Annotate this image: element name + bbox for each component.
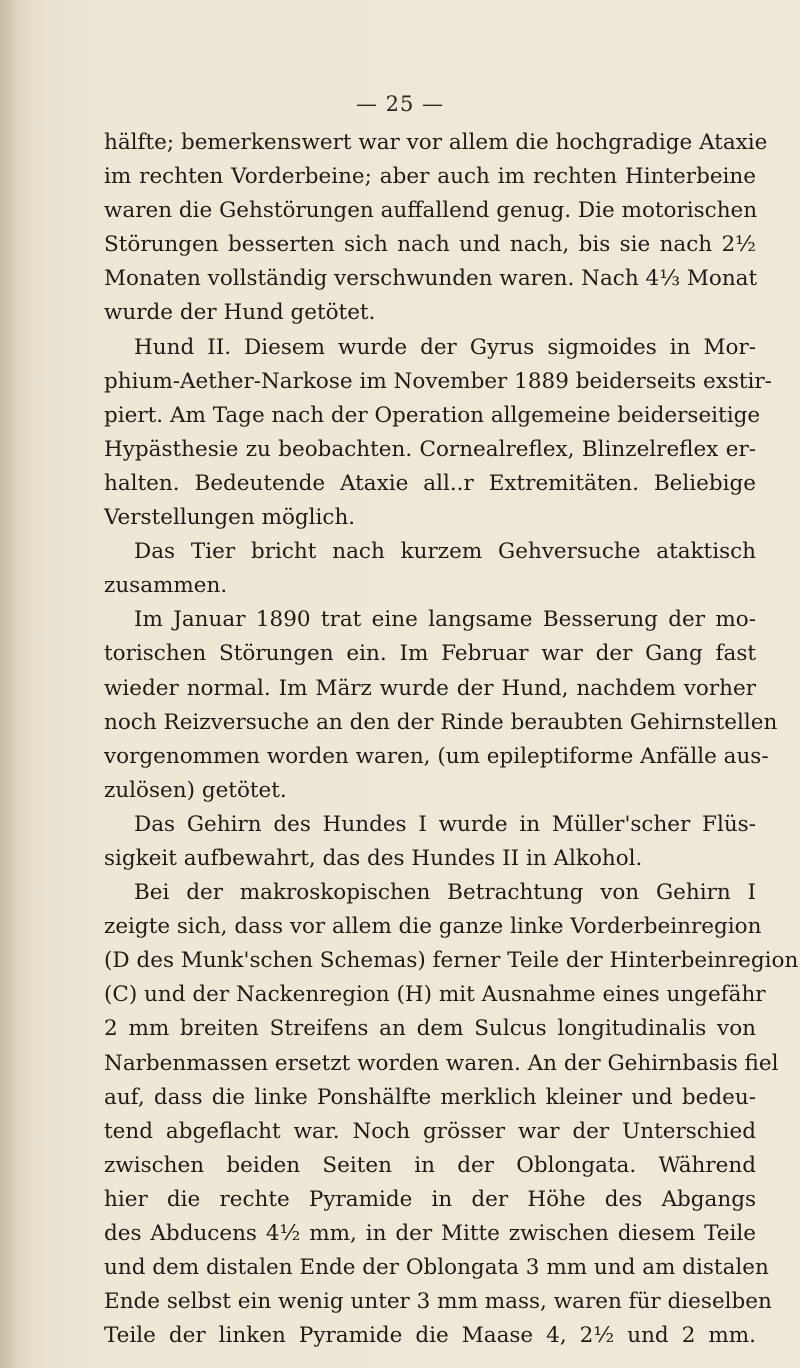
text-line: zusammen. bbox=[104, 573, 228, 599]
text-line: Monaten vollständig verschwunden waren. Nach 4⅓ Monat bbox=[104, 266, 758, 292]
text-line: im rechten Vorderbeine; aber auch im rechten Hinterbeine bbox=[104, 164, 756, 190]
text-line: Hund II. Diesem wurde der Gyrus sigmoides in Mor- bbox=[134, 334, 756, 360]
text-line: piert. Am Tage nach der Operation allgemeine beiderseitige bbox=[104, 402, 761, 428]
text-line: hier die rechte Pyramide in der Höhe des Abgangs bbox=[104, 1186, 756, 1212]
text-line: Narbenmassen ersetzt worden waren. An der Gehirnbasis fiel bbox=[104, 1050, 779, 1076]
text-line: zulösen) getötet. bbox=[104, 777, 287, 803]
text-line: torischen Störungen ein. Im Februar war der Gang fast bbox=[104, 641, 756, 667]
text-line: halten. Bedeutende Ataxie all..r Extremitäten. Beliebige bbox=[104, 470, 756, 496]
text-line: wurde der Hund getötet. bbox=[104, 300, 376, 326]
text-line: (C) und der Nackenregion (H) mit Ausnahme eines ungefähr bbox=[104, 982, 766, 1008]
text-line: tend abgeflacht war. Noch grösser war der Unterschied bbox=[104, 1118, 756, 1144]
text-line: wieder normal. Im März wurde der Hund, nachdem vorher bbox=[104, 675, 756, 701]
text-line: Teile der linken Pyramide die Maase 4, 2½ und 2 mm. bbox=[104, 1323, 756, 1349]
text-line: (D des Munk'schen Schemas) ferner Teile der Hinterbeinregion bbox=[104, 948, 799, 974]
body-text bbox=[104, 126, 799, 1353]
text-line: Im Januar 1890 trat eine langsame Besserung der mo- bbox=[134, 607, 756, 633]
text-line: hälfte; bemerkenswert war vor allem die hochgradige Ataxie bbox=[104, 130, 768, 155]
text-line: Ende selbst ein wenig unter 3 mm mass, waren für dieselben bbox=[104, 1289, 772, 1315]
text-line: Störungen besserten sich nach und nach, bis sie nach 2½ bbox=[104, 232, 756, 258]
text-line: Hypästhesie zu beobachten. Cornealreflex, Blinzelreflex er- bbox=[104, 436, 756, 462]
text-line: zwischen beiden Seiten in der Oblongata. Während bbox=[104, 1152, 756, 1178]
text-line: auf, dass die linke Ponshälfte merklich kleiner und bedeu- bbox=[104, 1084, 756, 1110]
text-line: phium-Aether-Narkose im November 1889 beiderseits exstir- bbox=[104, 368, 772, 394]
text-line: und dem distalen Ende der Oblongata 3 mm und am distalen bbox=[104, 1255, 769, 1281]
page-number: — 25 — bbox=[355, 92, 445, 116]
page-gutter-shadow bbox=[0, 0, 18, 1368]
text-line: Das Tier bricht nach kurzem Gehversuche ataktisch bbox=[134, 539, 756, 565]
text-line: noch Reizversuche an den der Rinde beraubten Gehirnstellen bbox=[104, 709, 778, 735]
text-line: 2 mm breiten Streifens an dem Sulcus longitudinalis von bbox=[104, 1016, 756, 1042]
text-line: Das Gehirn des Hundes I wurde in Müller'scher Flüs- bbox=[134, 811, 756, 837]
text-line: Verstellungen möglich. bbox=[104, 505, 356, 531]
text-line: vorgenommen worden waren, (um epileptiforme Anfälle aus- bbox=[104, 743, 769, 769]
text-line: zeigte sich, dass vor allem die ganze linke Vorderbeinregion bbox=[104, 914, 762, 940]
text-line: Bei der makroskopischen Betrachtung von Gehirn I bbox=[134, 880, 756, 906]
text-line: des Abducens 4½ mm, in der Mitte zwischen diesem Teile bbox=[104, 1221, 756, 1246]
text-line: waren die Gehstörungen auffallend genug. Die motorischen bbox=[104, 198, 758, 224]
text-line: sigkeit aufbewahrt, das des Hundes II in Alkohol. bbox=[104, 845, 643, 871]
